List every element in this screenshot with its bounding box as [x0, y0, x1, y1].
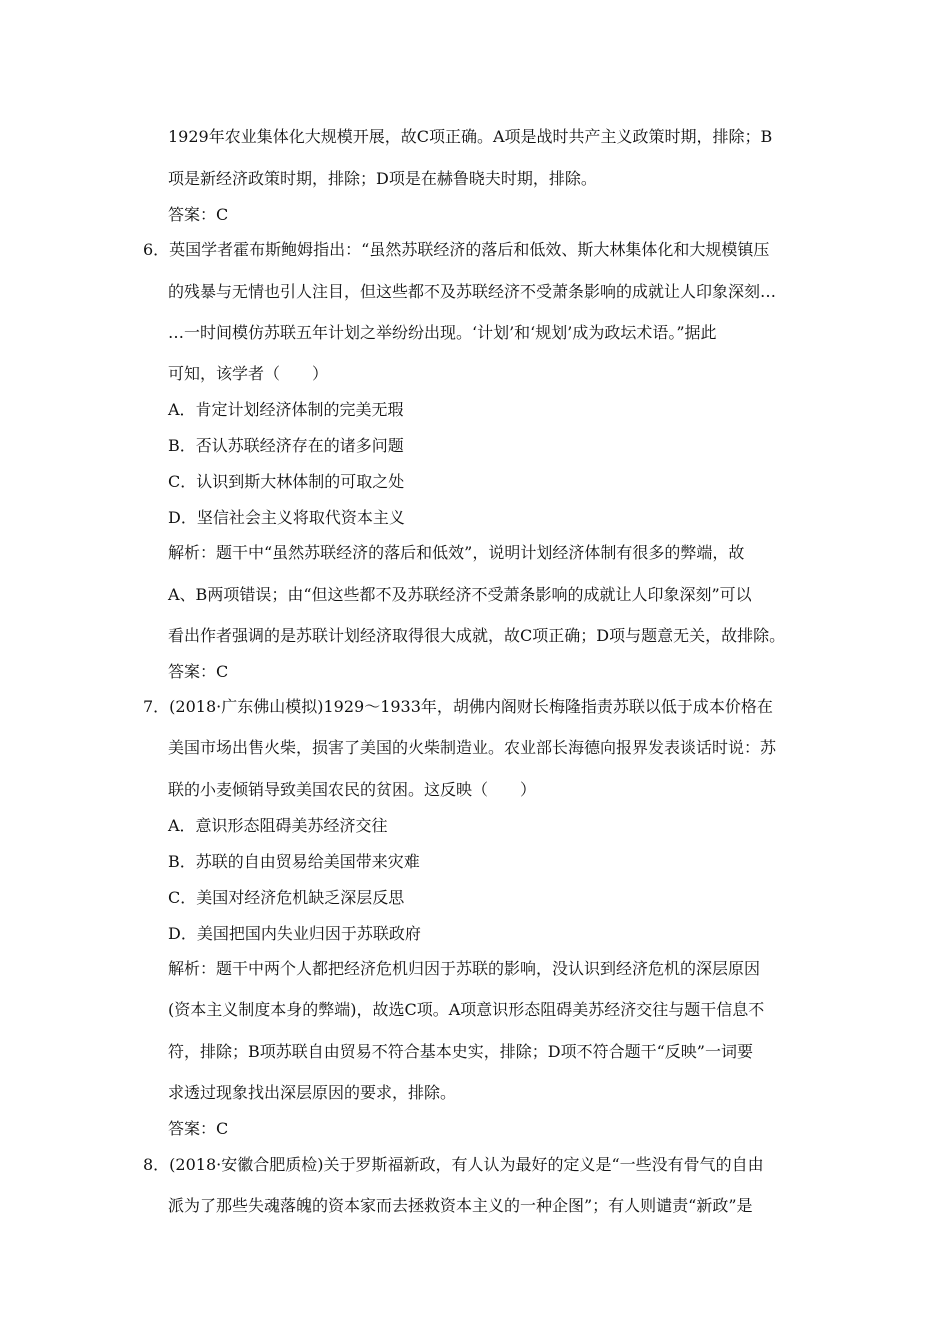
- text-line: 美国市场出售火柴，损害了美国的火柴制造业。农业部长海德向报界发表谈话时说：苏: [168, 738, 777, 757]
- text-line: 符，排除；B项苏联自由贸易不符合基本史实，排除；D项不符合题干“反映”一词要: [168, 1042, 753, 1061]
- option-d: D．美国把国内失业归因于苏联政府: [168, 924, 421, 943]
- text-line: 看出作者强调的是苏联计划经济取得很大成就，故C项正确；D项与题意无关，故排除。: [168, 626, 786, 645]
- text-line: 的残暴与无情也引人注目，但这些都不及苏联经济不受萧条影响的成就让人印象深刻…: [168, 282, 777, 301]
- option-c: C．美国对经济危机缺乏深层反思: [168, 888, 405, 907]
- text-line: 可知，该学者（ ）: [168, 364, 329, 383]
- answer-line: 答案：C: [168, 662, 229, 681]
- option-c: C．认识到斯大林体制的可取之处: [168, 472, 405, 491]
- analysis-line: 解析：题干中“虽然苏联经济的落后和低效”，说明计划经济体制有很多的弊端，故: [168, 543, 745, 562]
- answer-line: 答案：C: [168, 1119, 229, 1138]
- question-7-stem: 7．(2018·广东佛山模拟)1929～1933年，胡佛内阁财长梅隆指责苏联以低于成本价格在: [143, 697, 773, 716]
- text-line: 项是新经济政策时期，排除；D项是在赫鲁晓夫时期，排除。: [168, 169, 597, 188]
- option-a: A．意识形态阻碍美苏经济交往: [168, 816, 388, 835]
- text-line: 求透过现象找出深层原因的要求，排除。: [168, 1083, 457, 1102]
- option-b: B．否认苏联经济存在的诸多问题: [168, 436, 404, 455]
- text-line: 联的小麦倾销导致美国农民的贫困。这反映（ ）: [168, 780, 537, 799]
- question-8-stem: 8．(2018·安徽合肥质检)关于罗斯福新政，有人认为最好的定义是“一些没有骨气的自由: [143, 1155, 764, 1174]
- option-b: B．苏联的自由贸易给美国带来灾难: [168, 852, 420, 871]
- text-line: 派为了那些失魂落魄的资本家而去拯救资本主义的一种企图”；有人则谴责“新政”是: [168, 1196, 753, 1215]
- question-6-stem: 6．英国学者霍布斯鲍姆指出：“虽然苏联经济的落后和低效、斯大林集体化和大规模镇压: [143, 240, 770, 259]
- text-line: …一时间模仿苏联五年计划之举纷纷出现。‘计划’和‘规划’成为政坛术语。”据此: [168, 323, 717, 342]
- text-line: (资本主义制度本身的弊端)，故选C项。A项意识形态阻碍美苏经济交往与题干信息不: [168, 1000, 765, 1019]
- text-line: 1929年农业集体化大规模开展，故C项正确。A项是战时共产主义政策时期，排除；B: [168, 127, 773, 146]
- option-d: D．坚信社会主义将取代资本主义: [168, 508, 405, 527]
- option-a: A．肯定计划经济体制的完美无瑕: [168, 400, 404, 419]
- text-line: A、B两项错误；由“但这些都不及苏联经济不受萧条影响的成就让人印象深刻”可以: [168, 585, 752, 604]
- answer-line: 答案：C: [168, 205, 229, 224]
- analysis-line: 解析：题干中两个人都把经济危机归因于苏联的影响，没认识到经济危机的深层原因: [168, 959, 761, 978]
